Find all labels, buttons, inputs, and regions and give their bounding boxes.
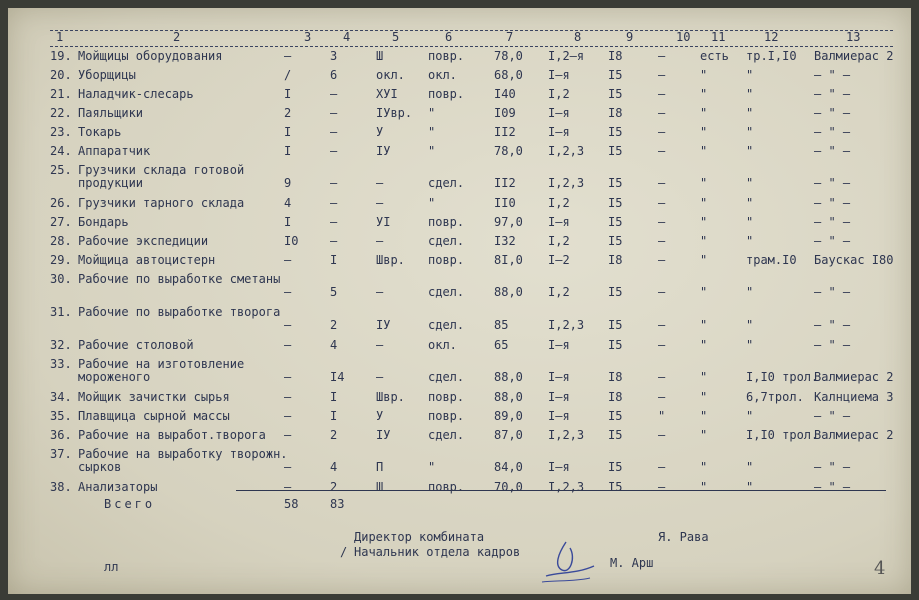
row-col8: I,2,3 (548, 318, 585, 332)
row-col10: – (658, 318, 666, 332)
row-col6: " (428, 106, 436, 120)
row-col8: I,2 (548, 196, 570, 210)
row-col5: У (376, 125, 384, 139)
row-col8: I–я (548, 370, 570, 384)
row-occupation: Мойщицы оборудования (78, 49, 223, 63)
row-col13: – " – (814, 176, 851, 190)
row-col13: Баускас I80 (814, 253, 894, 267)
row-col10: – (658, 196, 666, 210)
row-col4: – (330, 144, 338, 158)
row-col5: – (376, 285, 384, 299)
row-col11: " (700, 87, 708, 101)
row-col10: – (658, 87, 666, 101)
row-col12: 6,7трол. (746, 390, 804, 404)
row-col4: 3 (330, 49, 338, 63)
row-col7: 78,0 (494, 144, 523, 158)
col-header-5: 5 (392, 30, 400, 44)
row-col11: " (700, 460, 708, 474)
col-header-2: 2 (173, 30, 181, 44)
row-occupation: Грузчики склада готовой продукции (78, 163, 245, 190)
row-col8: I,2,3 (548, 480, 585, 494)
row-col7: 78,0 (494, 49, 523, 63)
row-occupation: Аппаратчик (78, 144, 151, 158)
row-col9: I5 (608, 409, 623, 423)
row-col5: IУ (376, 428, 391, 442)
row-col7: 68,0 (494, 68, 523, 82)
row-col8: I,2 (548, 285, 570, 299)
row-col9: I5 (608, 460, 623, 474)
row-col3: – (284, 253, 292, 267)
row-number: 30. (50, 272, 72, 286)
row-col9: I5 (608, 125, 623, 139)
row-col11: " (700, 196, 708, 210)
row-col11: " (700, 318, 708, 332)
row-col12: " (746, 176, 754, 190)
row-occupation: Рабочие по выработке творога (78, 305, 281, 319)
col-header-4: 4 (343, 30, 351, 44)
row-col3: – (284, 460, 292, 474)
row-col9: I5 (608, 176, 623, 190)
row-col9: I5 (608, 68, 623, 82)
row-col11: " (700, 125, 708, 139)
row-col4: I (330, 390, 338, 404)
row-number: 33. (50, 357, 72, 371)
row-col7: II0 (494, 196, 516, 210)
row-col7: 65 (494, 338, 509, 352)
row-col6: сдел. (428, 370, 465, 384)
row-col4: I4 (330, 370, 345, 384)
totals-col4: 83 (330, 497, 345, 511)
row-col6: окл. (428, 68, 457, 82)
row-occupation: Плавщица сырной массы (78, 409, 230, 423)
row-col5: IУ (376, 318, 391, 332)
row-col4: 4 (330, 460, 338, 474)
row-col7: I09 (494, 106, 516, 120)
row-col5: – (376, 234, 384, 248)
row-col7: 88,0 (494, 370, 523, 384)
row-col11: " (700, 338, 708, 352)
row-col11: " (700, 144, 708, 158)
col-header-12: 12 (764, 30, 779, 44)
col-header-6: 6 (445, 30, 453, 44)
row-col7: 8I,0 (494, 253, 523, 267)
row-col5: Швр. (376, 253, 405, 267)
row-col6: сдел. (428, 285, 465, 299)
row-col7: II2 (494, 125, 516, 139)
row-col12: " (746, 215, 754, 229)
row-col6: " (428, 460, 436, 474)
row-col8: I–я (548, 338, 570, 352)
row-col11: " (700, 390, 708, 404)
row-col12: " (746, 144, 754, 158)
row-col5: IУвр. (376, 106, 413, 120)
row-col10: – (658, 234, 666, 248)
row-col9: I5 (608, 87, 623, 101)
row-col11: " (700, 480, 708, 494)
row-number: 21. (50, 87, 72, 101)
row-number: 22. (50, 106, 72, 120)
row-col13: – " – (814, 87, 851, 101)
row-col13: – " – (814, 106, 851, 120)
row-col6: " (428, 144, 436, 158)
row-col13: – " – (814, 480, 851, 494)
row-col3: 4 (284, 196, 292, 210)
row-col7: I40 (494, 87, 516, 101)
row-col13: Валмиерас 2 (814, 428, 894, 442)
row-col9: I8 (608, 49, 623, 63)
row-col11: " (700, 234, 708, 248)
row-col13: – " – (814, 460, 851, 474)
row-col10: – (658, 428, 666, 442)
row-number: 32. (50, 338, 72, 352)
row-col7: II2 (494, 176, 516, 190)
col-header-1: 1 (56, 30, 64, 44)
row-col4: 2 (330, 318, 338, 332)
row-col9: I8 (608, 390, 623, 404)
row-col10: – (658, 253, 666, 267)
row-col3: 9 (284, 176, 292, 190)
row-col6: повр. (428, 253, 465, 267)
row-col5: ХУI (376, 87, 398, 101)
row-col3: I (284, 144, 292, 158)
row-col11: " (700, 176, 708, 190)
row-occupation: Паяльщики (78, 106, 144, 120)
row-col12: " (746, 409, 754, 423)
row-col12: " (746, 234, 754, 248)
row-number: 24. (50, 144, 72, 158)
row-col8: I–2 (548, 253, 570, 267)
row-col12: " (746, 125, 754, 139)
row-col8: I–я (548, 409, 570, 423)
row-col8: I,2 (548, 87, 570, 101)
row-col3: – (284, 390, 292, 404)
row-col10: " (658, 409, 666, 423)
row-col7: 70,0 (494, 480, 523, 494)
row-col4: – (330, 125, 338, 139)
row-col5: – (376, 176, 384, 190)
row-col5: – (376, 370, 384, 384)
row-col10: – (658, 125, 666, 139)
row-col3: – (284, 318, 292, 332)
row-occupation: Бондарь (78, 215, 129, 229)
row-col10: – (658, 106, 666, 120)
row-col9: I8 (608, 370, 623, 384)
row-col6: повр. (428, 390, 465, 404)
row-col11: " (700, 370, 708, 384)
row-col12: " (746, 480, 754, 494)
row-col6: " (428, 125, 436, 139)
row-col10: – (658, 144, 666, 158)
row-col12: " (746, 460, 754, 474)
row-col3: – (284, 338, 292, 352)
row-col4: I (330, 409, 338, 423)
row-col8: I–я (548, 215, 570, 229)
document-page (8, 8, 911, 594)
row-col4: 2 (330, 480, 338, 494)
col-header-8: 8 (574, 30, 582, 44)
row-col11: " (700, 215, 708, 229)
row-col10: – (658, 176, 666, 190)
row-col9: I5 (608, 338, 623, 352)
row-col7: 89,0 (494, 409, 523, 423)
row-col11: " (700, 285, 708, 299)
row-col3: – (284, 409, 292, 423)
row-col3: – (284, 370, 292, 384)
row-col12: " (746, 338, 754, 352)
row-col5: IУ (376, 144, 391, 158)
row-occupation: Грузчики тарного склада (78, 196, 245, 210)
row-col9: I5 (608, 480, 623, 494)
row-number: 27. (50, 215, 72, 229)
row-occupation: Анализаторы (78, 480, 158, 494)
row-col12: тр.I,I0 (746, 49, 797, 63)
row-col6: сдел. (428, 318, 465, 332)
row-col9: I5 (608, 234, 623, 248)
row-occupation: Рабочие на выработку творожн. сырков (78, 447, 288, 474)
col-header-7: 7 (506, 30, 514, 44)
row-col4: I (330, 253, 338, 267)
row-col13: – " – (814, 68, 851, 82)
col-header-9: 9 (626, 30, 634, 44)
col-header-13: 13 (846, 30, 861, 44)
row-col11: " (700, 409, 708, 423)
row-col12: " (746, 106, 754, 120)
row-col13: Валмиерас 2 (814, 370, 894, 384)
hr-title: Начальник отдела кадров (354, 545, 521, 559)
row-col13: Калнциема 3 (814, 390, 894, 404)
row-col8: I,2–я (548, 49, 585, 63)
row-col9: I5 (608, 285, 623, 299)
row-col13: – " – (814, 409, 851, 423)
row-col6: повр. (428, 215, 465, 229)
header-rule-bottom (50, 46, 893, 47)
row-col9: I5 (608, 215, 623, 229)
row-number: 38. (50, 480, 72, 494)
row-col6: окл. (428, 338, 457, 352)
row-occupation: Уборщицы (78, 68, 136, 82)
row-col10: – (658, 370, 666, 384)
row-col4: – (330, 196, 338, 210)
row-col10: – (658, 460, 666, 474)
row-col8: I,2 (548, 234, 570, 248)
row-col12: " (746, 87, 754, 101)
row-col5: – (376, 338, 384, 352)
row-col7: I32 (494, 234, 516, 248)
row-col4: – (330, 234, 338, 248)
row-occupation: Рабочие столовой (78, 338, 194, 352)
page-number: 4 (874, 558, 886, 579)
row-number: 25. (50, 163, 72, 177)
row-col3: – (284, 49, 292, 63)
row-col13: – " – (814, 285, 851, 299)
row-col13: – " – (814, 215, 851, 229)
row-col3: I (284, 125, 292, 139)
row-col9: I5 (608, 428, 623, 442)
row-number: 36. (50, 428, 72, 442)
row-col7: 85 (494, 318, 509, 332)
col-header-10: 10 (676, 30, 691, 44)
row-col12: " (746, 196, 754, 210)
row-col6: повр. (428, 480, 465, 494)
row-col13: – " – (814, 234, 851, 248)
row-col4: 6 (330, 68, 338, 82)
row-col11: " (700, 428, 708, 442)
row-col7: 97,0 (494, 215, 523, 229)
row-number: 34. (50, 390, 72, 404)
row-col3: – (284, 480, 292, 494)
row-col8: I–я (548, 68, 570, 82)
row-number: 37. (50, 447, 72, 461)
row-col5: Ш (376, 49, 384, 63)
director-title: Директор комбината (354, 530, 485, 544)
row-number: 26. (50, 196, 72, 210)
row-col3: – (284, 428, 292, 442)
row-occupation: Токарь (78, 125, 122, 139)
row-col6: сдел. (428, 428, 465, 442)
row-col10: – (658, 68, 666, 82)
row-occupation: Мойщица автоцистерн (78, 253, 216, 267)
row-col7: 87,0 (494, 428, 523, 442)
row-col7: 88,0 (494, 285, 523, 299)
row-col4: – (330, 106, 338, 120)
row-col4: – (330, 215, 338, 229)
row-occupation: Наладчик-слесарь (78, 87, 194, 101)
row-col12: " (746, 68, 754, 82)
signature-icon (536, 536, 600, 586)
row-number: 23. (50, 125, 72, 139)
row-col9: I5 (608, 318, 623, 332)
row-col12: " (746, 318, 754, 332)
row-col3: I0 (284, 234, 299, 248)
row-col9: I8 (608, 253, 623, 267)
col-header-11: 11 (711, 30, 726, 44)
row-col9: I5 (608, 144, 623, 158)
row-col13: – " – (814, 318, 851, 332)
row-col13: Валмиерас 2 (814, 49, 894, 63)
director-name: Я. Рава (658, 530, 709, 544)
row-col10: – (658, 285, 666, 299)
row-col6: " (428, 196, 436, 210)
row-number: 19. (50, 49, 72, 63)
row-col10: – (658, 480, 666, 494)
row-col12: " (746, 285, 754, 299)
row-col7: 88,0 (494, 390, 523, 404)
row-col4: 5 (330, 285, 338, 299)
row-col3: / (284, 68, 292, 82)
hr-mark: / (340, 545, 348, 559)
row-number: 29. (50, 253, 72, 267)
totals-label: Всего (104, 497, 156, 511)
row-col12: трам.I0 (746, 253, 797, 267)
row-col8: I,2,3 (548, 428, 585, 442)
row-col8: I–я (548, 106, 570, 120)
row-occupation: Рабочие на изготовление мороженого (78, 357, 245, 384)
row-col11: есть (700, 49, 729, 63)
row-occupation: Рабочие по выработке сметаны (78, 272, 281, 286)
row-col8: I–я (548, 460, 570, 474)
row-col9: I5 (608, 196, 623, 210)
row-col5: – (376, 196, 384, 210)
row-col12: I,I0 трол. (746, 428, 819, 442)
row-col10: – (658, 338, 666, 352)
row-col5: П (376, 460, 384, 474)
row-col5: Швр. (376, 390, 405, 404)
row-col3: I (284, 215, 292, 229)
row-col9: I8 (608, 106, 623, 120)
totals-col3: 58 (284, 497, 299, 511)
col-header-3: 3 (304, 30, 312, 44)
row-col6: повр. (428, 87, 465, 101)
row-occupation: Мойщик зачистки сырья (78, 390, 230, 404)
row-col8: I–я (548, 390, 570, 404)
row-col6: повр. (428, 49, 465, 63)
row-col13: – " – (814, 338, 851, 352)
total-rule (236, 490, 886, 491)
row-col11: " (700, 68, 708, 82)
row-col11: " (700, 253, 708, 267)
hr-name: М. Арш (610, 556, 654, 570)
row-col10: – (658, 49, 666, 63)
row-col3: 2 (284, 106, 292, 120)
row-number: 31. (50, 305, 72, 319)
row-col4: – (330, 176, 338, 190)
row-col3: – (284, 285, 292, 299)
row-col4: 4 (330, 338, 338, 352)
row-col13: – " – (814, 196, 851, 210)
row-col12: I,I0 трол. (746, 370, 819, 384)
row-col13: – " – (814, 144, 851, 158)
row-col4: 2 (330, 428, 338, 442)
row-col13: – " – (814, 125, 851, 139)
row-col6: сдел. (428, 234, 465, 248)
typist-initials: лл (104, 560, 119, 574)
row-col6: сдел. (428, 176, 465, 190)
row-col10: – (658, 215, 666, 229)
row-col11: " (700, 106, 708, 120)
row-col5: У (376, 409, 384, 423)
row-number: 20. (50, 68, 72, 82)
row-col10: – (658, 390, 666, 404)
row-occupation: Рабочие на выработ.творога (78, 428, 266, 442)
row-col6: повр. (428, 409, 465, 423)
row-col5: УI (376, 215, 391, 229)
row-number: 35. (50, 409, 72, 423)
row-number: 28. (50, 234, 72, 248)
row-col8: I,2,3 (548, 176, 585, 190)
row-col3: I (284, 87, 292, 101)
row-col8: I,2,3 (548, 144, 585, 158)
row-col4: – (330, 87, 338, 101)
row-col8: I–я (548, 125, 570, 139)
row-occupation: Рабочие экспедиции (78, 234, 209, 248)
row-col7: 84,0 (494, 460, 523, 474)
row-col5: Ш (376, 480, 384, 494)
row-col5: окл. (376, 68, 405, 82)
